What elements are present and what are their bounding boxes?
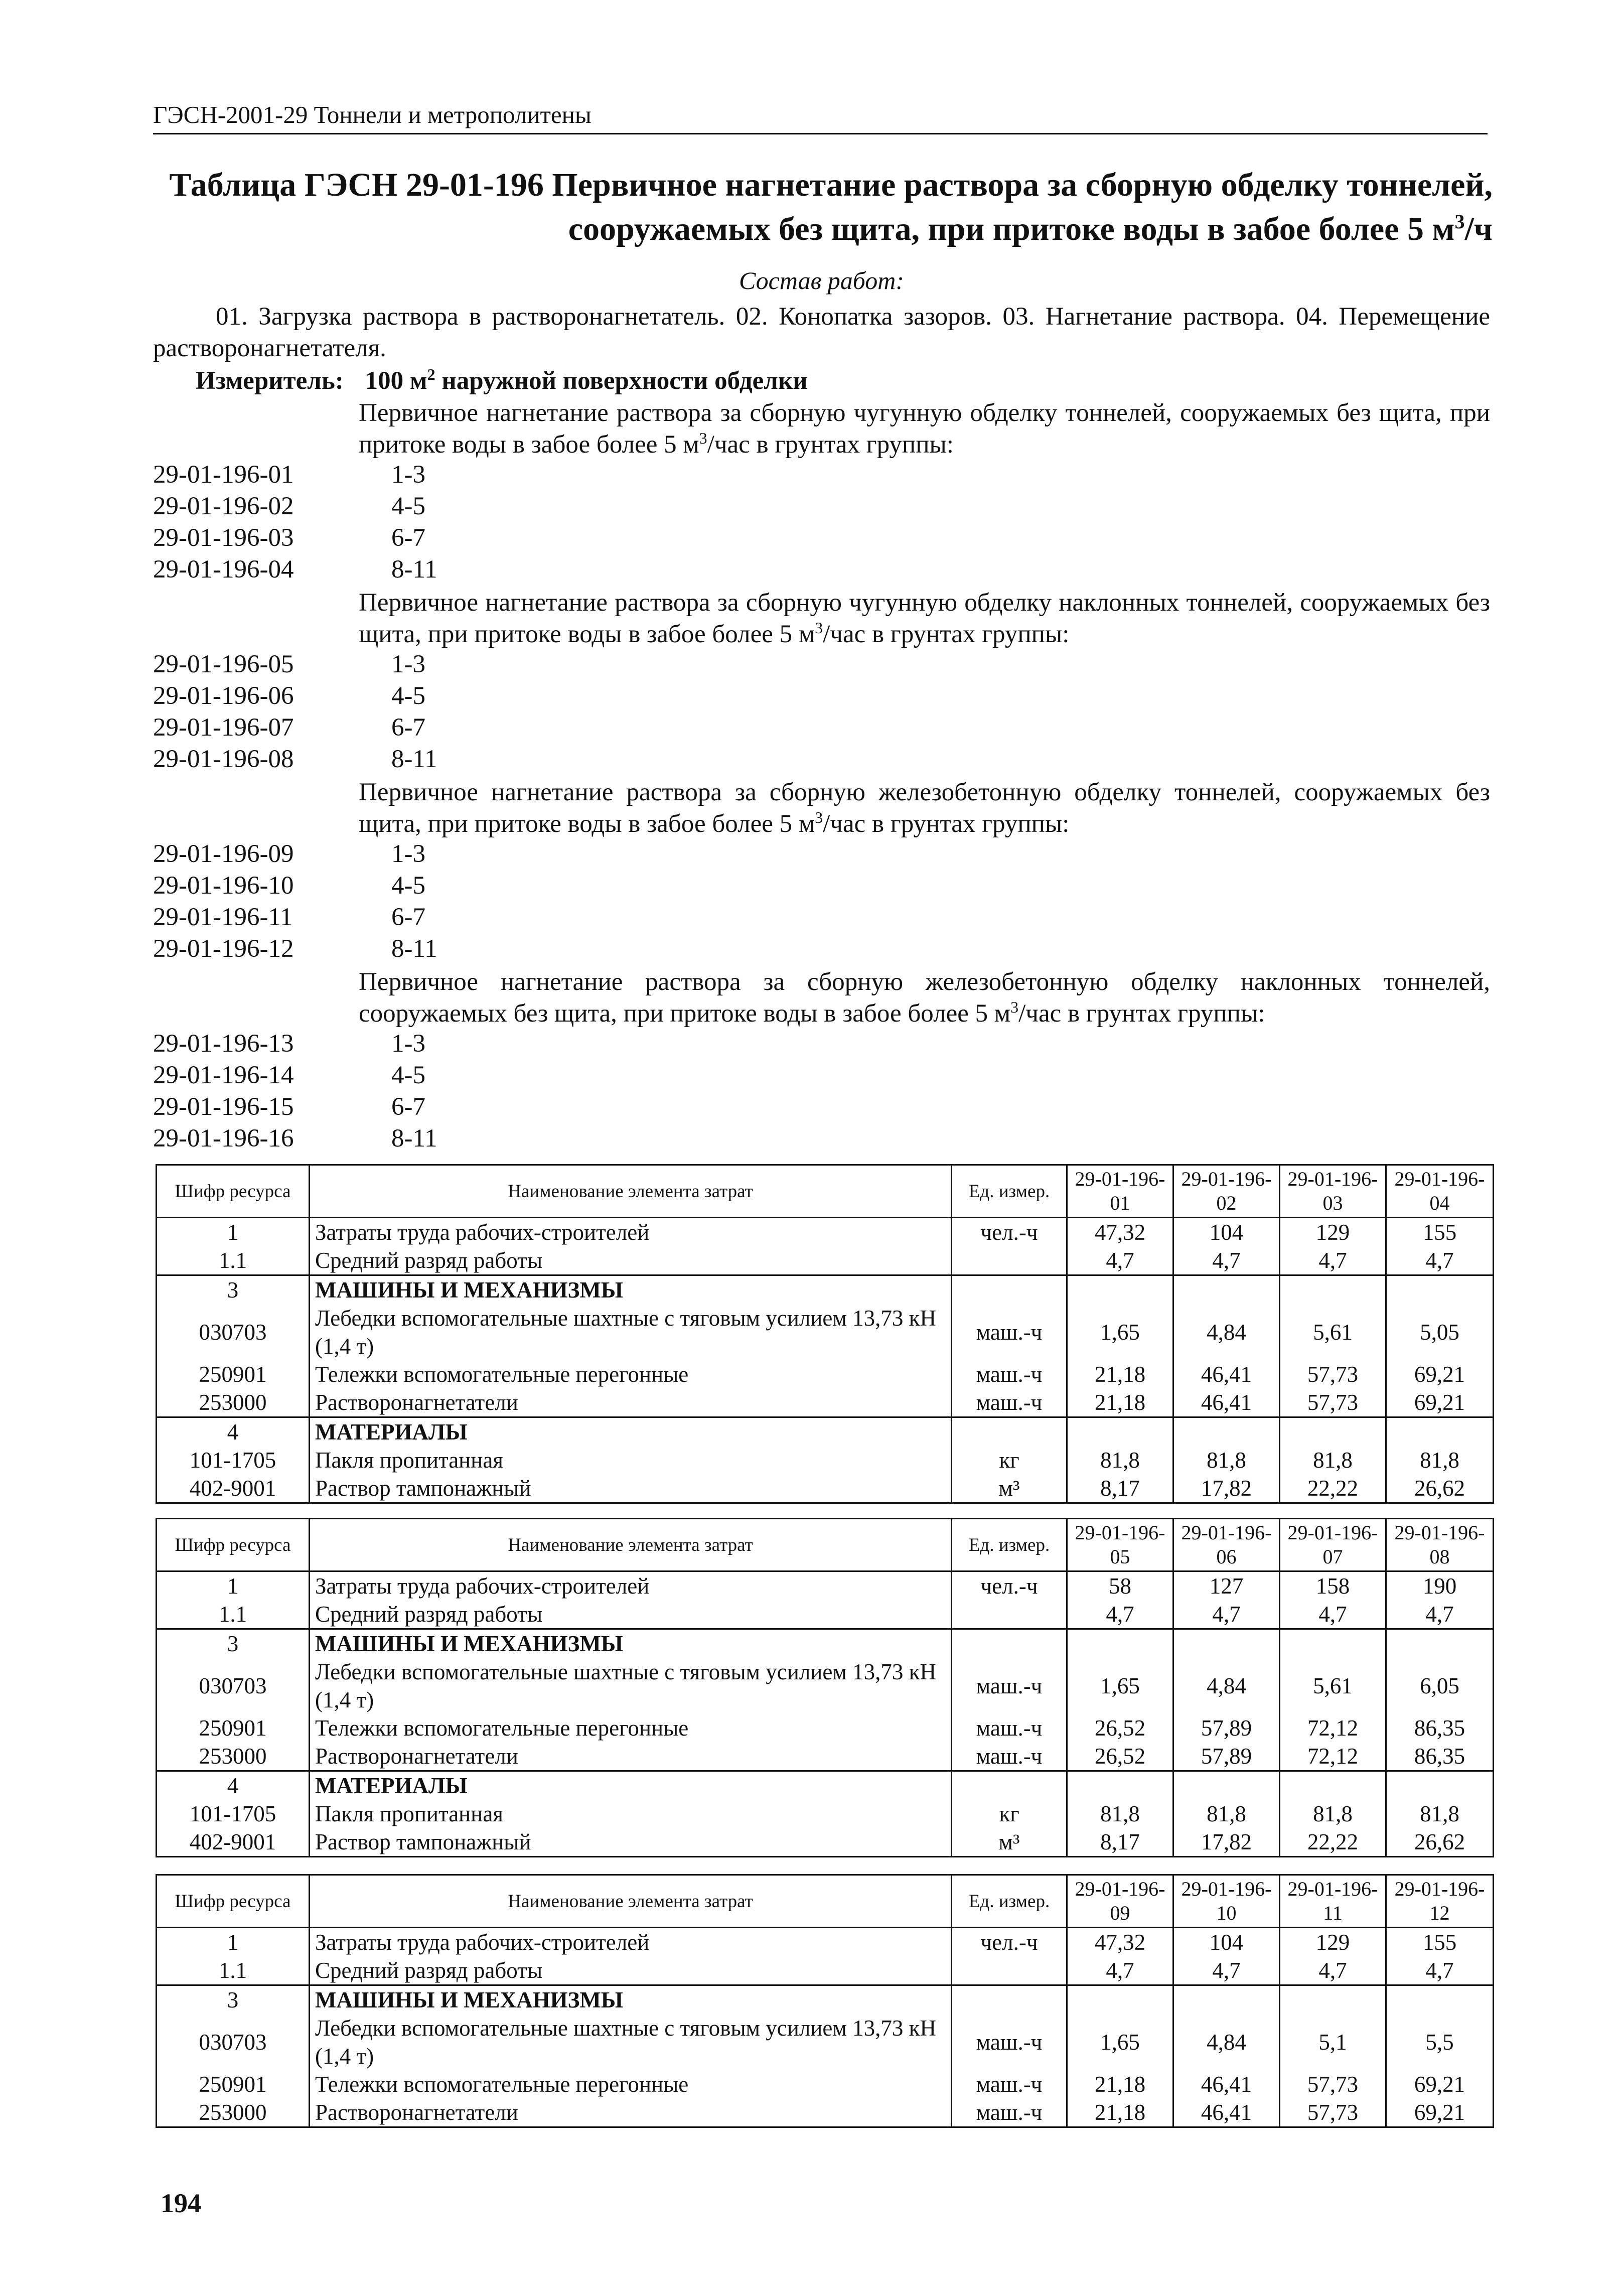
cell-value: 81,8 — [1067, 1446, 1173, 1474]
cell-value: 57,73 — [1280, 1360, 1386, 1388]
header-norm-code: 29-01-196-03 — [1280, 1165, 1386, 1218]
cell-unit — [952, 1771, 1067, 1800]
cell-unit: маш.-ч — [952, 1658, 1067, 1714]
cell-name: Растворонагнетатели — [310, 1388, 952, 1417]
cell-value: 47,32 — [1067, 1928, 1173, 1957]
resource-table — [156, 1874, 1494, 2128]
cell-unit: маш.-ч — [952, 1742, 1067, 1771]
cell-value: 5,5 — [1386, 2014, 1494, 2070]
measure-label: Измеритель: — [196, 367, 344, 395]
header-norm-code: 29-01-196-06 — [1173, 1519, 1280, 1571]
header-norm-code: 29-01-196-09 — [1067, 1875, 1173, 1928]
cell-value — [1173, 1985, 1280, 2015]
cell-name: Затраты труда рабочих-строителей — [310, 1571, 952, 1601]
list-item: 29-01-196-03 6-7 — [153, 524, 425, 552]
cell-value: 1,65 — [1067, 1658, 1173, 1714]
cell-code: 1.1 — [157, 1246, 310, 1275]
works-heading: Состав работ: — [739, 266, 905, 295]
cell-value: 21,18 — [1067, 1360, 1173, 1388]
cell-value — [1386, 1985, 1494, 2015]
list-item: 29-01-196-12 8-11 — [153, 935, 437, 963]
cell-value — [1173, 1771, 1280, 1800]
cell-unit: маш.-ч — [952, 1304, 1067, 1360]
table-row — [157, 1658, 1494, 1714]
cell-code: 402-9001 — [157, 1474, 310, 1503]
cell-value: 4,7 — [1067, 1600, 1173, 1629]
header-code: Шифр ресурса — [157, 1875, 310, 1928]
cell-value: 129 — [1280, 1218, 1386, 1247]
cell-name: Раствор тампонажный — [310, 1474, 952, 1503]
cell-value — [1067, 1275, 1173, 1305]
cell-value: 4,84 — [1173, 1658, 1280, 1714]
cell-code: 030703 — [157, 2014, 310, 2070]
cell-value: 17,82 — [1173, 1474, 1280, 1503]
cell-unit: чел.-ч — [952, 1571, 1067, 1601]
cell-value: 72,12 — [1280, 1742, 1386, 1771]
header-code: Шифр ресурса — [157, 1519, 310, 1571]
cell-name: Тележки вспомогательные перегонные — [310, 1714, 952, 1742]
cell-code: 3 — [157, 1985, 310, 2015]
cell-code: 1 — [157, 1218, 310, 1247]
cell-unit — [952, 1417, 1067, 1447]
list-item: 29-01-196-15 6-7 — [153, 1093, 425, 1121]
header-norm-code: 29-01-196-04 — [1386, 1165, 1494, 1218]
list-item: 29-01-196-16 8-11 — [153, 1124, 437, 1153]
table-row — [157, 1417, 1494, 1447]
header-norm-code: 29-01-196-05 — [1067, 1519, 1173, 1571]
cell-value: 47,32 — [1067, 1218, 1173, 1247]
cell-unit: маш.-ч — [952, 1388, 1067, 1417]
table-row — [157, 1928, 1494, 1957]
cell-value: 81,8 — [1280, 1800, 1386, 1828]
cell-unit — [952, 1246, 1067, 1275]
cell-name: Затраты труда рабочих-строителей — [310, 1928, 952, 1957]
cell-value: 5,61 — [1280, 1658, 1386, 1714]
page-number: 194 — [161, 2188, 201, 2218]
cell-value: 4,7 — [1173, 1600, 1280, 1629]
cell-code: 3 — [157, 1275, 310, 1305]
cell-value: 17,82 — [1173, 1828, 1280, 1857]
cell-value: 86,35 — [1386, 1742, 1494, 1771]
cell-value — [1173, 1629, 1280, 1658]
cell-value: 72,12 — [1280, 1714, 1386, 1742]
cell-value: 5,61 — [1280, 1304, 1386, 1360]
cell-value — [1173, 1417, 1280, 1447]
table-row — [157, 1800, 1494, 1828]
cell-value: 104 — [1173, 1928, 1280, 1957]
table-row — [157, 1360, 1494, 1388]
cell-code: 250901 — [157, 1714, 310, 1742]
cell-value: 69,21 — [1386, 1360, 1494, 1388]
header-unit: Ед. измер. — [952, 1165, 1067, 1218]
cell-value: 4,7 — [1067, 1956, 1173, 1985]
table-row — [157, 1275, 1494, 1305]
cell-value: 127 — [1173, 1571, 1280, 1601]
cell-unit — [952, 1600, 1067, 1629]
cell-unit — [952, 1275, 1067, 1305]
cell-value — [1173, 1275, 1280, 1305]
cell-value — [1386, 1417, 1494, 1447]
cell-value: 4,84 — [1173, 1304, 1280, 1360]
cell-value: 69,21 — [1386, 2070, 1494, 2098]
cell-name: Тележки вспомогательные перегонные — [310, 2070, 952, 2098]
cell-value: 4,7 — [1386, 1600, 1494, 1629]
cell-value: 4,84 — [1173, 2014, 1280, 2070]
list-item: 29-01-196-11 6-7 — [153, 903, 425, 931]
cell-value: 22,22 — [1280, 1828, 1386, 1857]
cell-name: Пакля пропитанная — [310, 1446, 952, 1474]
list-item: 29-01-196-07 6-7 — [153, 713, 425, 742]
cell-code: 4 — [157, 1771, 310, 1800]
cell-name: Лебедки вспомогательные шахтные с тяговым усилием 13,73 кН (1,4 т) — [310, 1658, 952, 1714]
table-row — [157, 1742, 1494, 1771]
table-row — [157, 1600, 1494, 1629]
cell-unit: маш.-ч — [952, 1714, 1067, 1742]
cell-value: 81,8 — [1173, 1800, 1280, 1828]
cell-value: 158 — [1280, 1571, 1386, 1601]
group-desc: Первичное нагнетание раствора за сборную железобетонную обделку наклонных тоннелей, сооружаемых без щита, при притоке воды в забое более 5 $м^3$/час в грунтах группы: — [359, 968, 1490, 1028]
table-row — [157, 1304, 1494, 1360]
cell-unit: кг — [952, 1800, 1067, 1828]
table-row — [157, 1771, 1494, 1800]
cell-value: 21,18 — [1067, 1388, 1173, 1417]
cell-value: 69,21 — [1386, 1388, 1494, 1417]
cell-value — [1386, 1771, 1494, 1800]
table-row — [157, 1446, 1494, 1474]
cell-unit — [952, 1629, 1067, 1658]
table-row — [157, 2098, 1494, 2127]
cell-code: 101-1705 — [157, 1800, 310, 1828]
cell-unit: чел.-ч — [952, 1218, 1067, 1247]
table-row — [157, 1571, 1494, 1601]
cell-value: 21,18 — [1067, 2070, 1173, 2098]
cell-value: 86,35 — [1386, 1714, 1494, 1742]
title-line-1: Таблица ГЭСН 29-01-196 Первичное нагнетание раствора за сборную обделку тоннелей, — [169, 167, 1493, 203]
header-norm-code: 29-01-196-01 — [1067, 1165, 1173, 1218]
list-item: 29-01-196-06 4-5 — [153, 682, 425, 710]
cell-value: 46,41 — [1173, 2070, 1280, 2098]
cell-value: 46,41 — [1173, 2098, 1280, 2127]
cell-value: 57,89 — [1173, 1742, 1280, 1771]
header-name: Наименование элемента затрат — [310, 1165, 952, 1218]
cell-value: 4,7 — [1280, 1956, 1386, 1985]
cell-name: Средний разряд работы — [310, 1246, 952, 1275]
header-name: Наименование элемента затрат — [310, 1519, 952, 1571]
cell-value: 8,17 — [1067, 1474, 1173, 1503]
cell-name: Средний разряд работы — [310, 1956, 952, 1985]
header-norm-code: 29-01-196-08 — [1386, 1519, 1494, 1571]
cell-value: 81,8 — [1173, 1446, 1280, 1474]
cell-value: 81,8 — [1386, 1800, 1494, 1828]
cell-unit: м³ — [952, 1828, 1067, 1857]
cell-value: 190 — [1386, 1571, 1494, 1601]
cell-value: 5,1 — [1280, 2014, 1386, 2070]
cell-value: 57,73 — [1280, 2098, 1386, 2127]
list-item: 29-01-196-04 8-11 — [153, 555, 437, 584]
cell-value — [1280, 1417, 1386, 1447]
cell-code: 101-1705 — [157, 1446, 310, 1474]
cell-name: Растворонагнетатели — [310, 2098, 952, 2127]
cell-code: 253000 — [157, 2098, 310, 2127]
header-norm-code: 29-01-196-10 — [1173, 1875, 1280, 1928]
cell-value: 57,73 — [1280, 1388, 1386, 1417]
cell-value: 4,7 — [1280, 1600, 1386, 1629]
cell-value: 1,65 — [1067, 2014, 1173, 2070]
list-item: 29-01-196-02 4-5 — [153, 492, 425, 520]
cell-name: МАШИНЫ И МЕХАНИЗМЫ — [310, 1275, 952, 1305]
cell-value: 22,22 — [1280, 1474, 1386, 1503]
group-desc: Первичное нагнетание раствора за сборную чугунную обделку тоннелей, сооружаемых без щита, при притоке воды в забое более 5 $м^3$/час в грунтах группы: — [359, 399, 1490, 459]
group-desc: Первичное нагнетание раствора за сборную железобетонную обделку тоннелей, сооружаемых без щита, при притоке воды в забое более 5 $м^3$/час в грунтах группы: — [359, 778, 1490, 838]
cell-value: 81,8 — [1067, 1800, 1173, 1828]
cell-value: 1,65 — [1067, 1304, 1173, 1360]
table-header-row — [157, 1875, 1494, 1928]
cell-value: 6,05 — [1386, 1658, 1494, 1714]
cell-name: Растворонагнетатели — [310, 1742, 952, 1771]
cell-name: МАШИНЫ И МЕХАНИЗМЫ — [310, 1985, 952, 2015]
cell-value: 4,7 — [1173, 1246, 1280, 1275]
measure-value: 100 $м^2$ наружной поверхности обделки — [365, 365, 808, 395]
cell-value: 4,7 — [1173, 1956, 1280, 1985]
cell-unit — [952, 1956, 1067, 1985]
table-row — [157, 1246, 1494, 1275]
cell-unit: маш.-ч — [952, 2098, 1067, 2127]
list-item: 29-01-196-09 1-3 — [153, 840, 425, 868]
cell-value: 81,8 — [1280, 1446, 1386, 1474]
cell-unit: маш.-ч — [952, 1360, 1067, 1388]
cell-value: 104 — [1173, 1218, 1280, 1247]
cell-value: 69,21 — [1386, 2098, 1494, 2127]
cell-unit: м³ — [952, 1474, 1067, 1503]
cell-value: 46,41 — [1173, 1388, 1280, 1417]
running-header: ГЭСН-2001-29 Тоннели и метрополитены — [153, 100, 1488, 134]
cell-value — [1067, 1417, 1173, 1447]
table-header-row — [157, 1519, 1494, 1571]
cell-value: 4,7 — [1386, 1956, 1494, 1985]
cell-unit — [952, 1985, 1067, 2015]
table-row — [157, 1714, 1494, 1742]
cell-name: МАШИНЫ И МЕХАНИЗМЫ — [310, 1629, 952, 1658]
cell-name: Раствор тампонажный — [310, 1828, 952, 1857]
list-item: 29-01-196-05 1-3 — [153, 650, 425, 678]
header-unit: Ед. измер. — [952, 1519, 1067, 1571]
cell-code: 253000 — [157, 1388, 310, 1417]
cell-value: 58 — [1067, 1571, 1173, 1601]
cell-unit: чел.-ч — [952, 1928, 1067, 1957]
cell-value — [1280, 1629, 1386, 1658]
cell-name: Пакля пропитанная — [310, 1800, 952, 1828]
cell-value — [1067, 1629, 1173, 1658]
cell-code: 1 — [157, 1928, 310, 1957]
cell-value: 46,41 — [1173, 1360, 1280, 1388]
cell-value: 129 — [1280, 1928, 1386, 1957]
cell-name: МАТЕРИАЛЫ — [310, 1417, 952, 1447]
cell-unit: маш.-ч — [952, 2070, 1067, 2098]
header-code: Шифр ресурса — [157, 1165, 310, 1218]
resource-table — [156, 1164, 1494, 1504]
cell-value: 26,62 — [1386, 1828, 1494, 1857]
header-norm-code: 29-01-196-02 — [1173, 1165, 1280, 1218]
group-desc: Первичное нагнетание раствора за сборную чугунную обделку наклонных тоннелей, сооружаемых без щита, при притоке воды в забое более 5 $м^3$/час в грунтах группы: — [359, 589, 1490, 648]
cell-name: Тележки вспомогательные перегонные — [310, 1360, 952, 1388]
cell-code: 402-9001 — [157, 1828, 310, 1857]
cell-value: 81,8 — [1386, 1446, 1494, 1474]
resource-table — [156, 1518, 1494, 1857]
cell-value: 21,18 — [1067, 2098, 1173, 2127]
cell-name: Лебедки вспомогательные шахтные с тяговым усилием 13,73 кН (1,4 т) — [310, 1304, 952, 1360]
cell-code: 1.1 — [157, 1956, 310, 1985]
table-row — [157, 2014, 1494, 2070]
cell-value — [1067, 1985, 1173, 2015]
measure-line — [196, 365, 808, 397]
list-item: 29-01-196-10 4-5 — [153, 872, 425, 900]
cell-code: 250901 — [157, 2070, 310, 2098]
table-row — [157, 1629, 1494, 1658]
cell-code: 250901 — [157, 1360, 310, 1388]
table-row — [157, 1388, 1494, 1417]
list-item: 29-01-196-13 1-3 — [153, 1030, 425, 1058]
cell-name: Средний разряд работы — [310, 1600, 952, 1629]
header-unit: Ед. измер. — [952, 1875, 1067, 1928]
cell-value — [1386, 1275, 1494, 1305]
table-row — [157, 1474, 1494, 1503]
header-norm-code: 29-01-196-11 — [1280, 1875, 1386, 1928]
header-norm-code: 29-01-196-07 — [1280, 1519, 1386, 1571]
cell-value: 57,73 — [1280, 2070, 1386, 2098]
table-row — [157, 2070, 1494, 2098]
cell-unit: кг — [952, 1446, 1067, 1474]
cell-value: 57,89 — [1173, 1714, 1280, 1742]
cell-code: 030703 — [157, 1304, 310, 1360]
header-norm-code: 29-01-196-12 — [1386, 1875, 1494, 1928]
title-line-2: сооружаемых без щита, при притоке воды в забое более 5 $м^3/ч$ — [568, 210, 1493, 247]
works-text: 01. Загрузка раствора в растворонагнетатель. 02. Конопатка зазоров. 03. Нагнетание раствора. 04. Перемещение растворонагнетателя. — [153, 303, 1490, 362]
cell-code: 1.1 — [157, 1600, 310, 1629]
table-header-row — [157, 1165, 1494, 1218]
cell-unit: маш.-ч — [952, 2014, 1067, 2070]
cell-value: 26,62 — [1386, 1474, 1494, 1503]
cell-value: 155 — [1386, 1928, 1494, 1957]
cell-value: 4,7 — [1386, 1246, 1494, 1275]
cell-code: 4 — [157, 1417, 310, 1447]
cell-code: 1 — [157, 1571, 310, 1601]
list-item: 29-01-196-01 1-3 — [153, 461, 425, 489]
cell-value: 4,7 — [1067, 1246, 1173, 1275]
cell-value — [1280, 1985, 1386, 2015]
table-row — [157, 1828, 1494, 1857]
table-row — [157, 1218, 1494, 1247]
header-name: Наименование элемента затрат — [310, 1875, 952, 1928]
cell-value: 8,17 — [1067, 1828, 1173, 1857]
cell-value: 4,7 — [1280, 1246, 1386, 1275]
list-item: 29-01-196-08 8-11 — [153, 745, 437, 773]
cell-name: Затраты труда рабочих-строителей — [310, 1218, 952, 1247]
table-row — [157, 1985, 1494, 2015]
cell-value: 26,52 — [1067, 1714, 1173, 1742]
list-item: 29-01-196-14 4-5 — [153, 1061, 425, 1089]
table-row — [157, 1956, 1494, 1985]
cell-value: 26,52 — [1067, 1742, 1173, 1771]
cell-value — [1280, 1771, 1386, 1800]
cell-value — [1386, 1629, 1494, 1658]
cell-code: 253000 — [157, 1742, 310, 1771]
cell-name: МАТЕРИАЛЫ — [310, 1771, 952, 1800]
cell-value — [1280, 1275, 1386, 1305]
cell-code: 030703 — [157, 1658, 310, 1714]
cell-value: 5,05 — [1386, 1304, 1494, 1360]
cell-code: 3 — [157, 1629, 310, 1658]
cell-name: Лебедки вспомогательные шахтные с тяговым усилием 13,73 кН (1,4 т) — [310, 2014, 952, 2070]
cell-value — [1067, 1771, 1173, 1800]
page-title — [151, 163, 1493, 251]
cell-value: 155 — [1386, 1218, 1494, 1247]
